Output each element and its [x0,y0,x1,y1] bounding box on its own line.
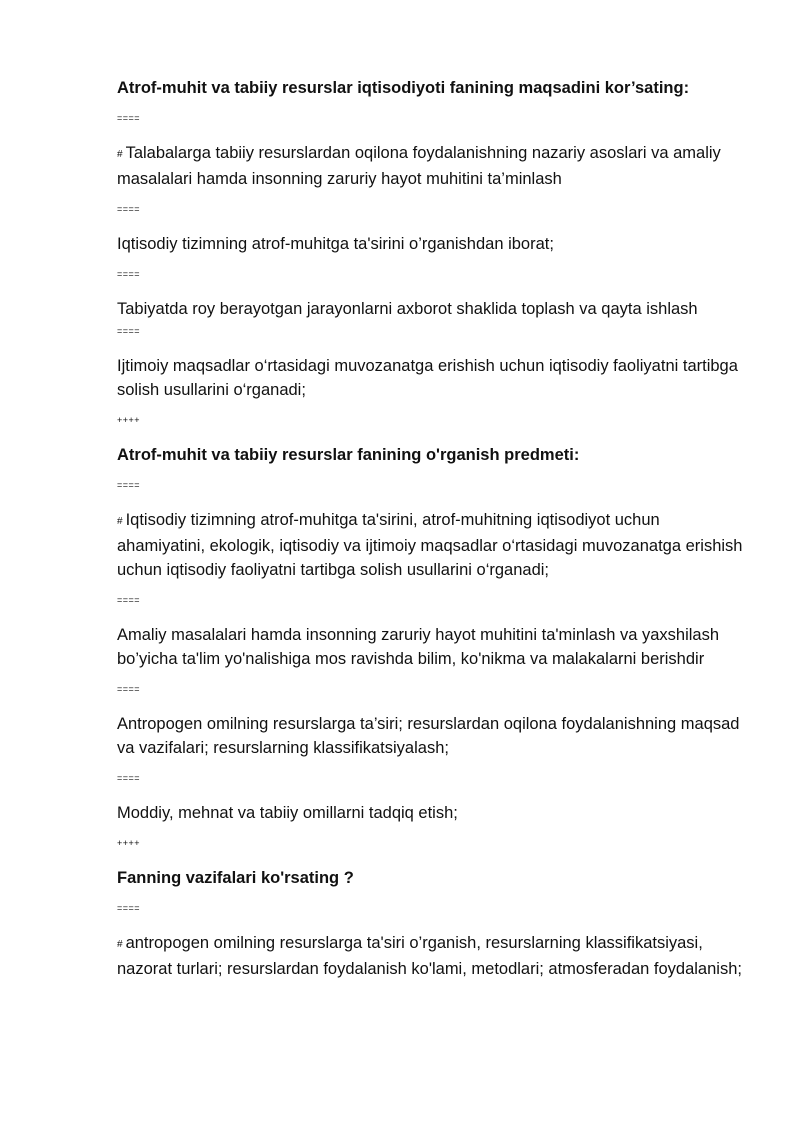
answer-text: Iqtisodiy tizimning atrof-muhitga ta'sirini, atrof-muhitning iqtisodiyot uchun ahamiyatini, ekologik, iqtisodiy va ijtimoiy maqsadlar o‘rtasidagi muvozanatga erishish uchun iqtisodiy faoliyatni tartibga solish usullarini o‘rganadi; [117,511,743,579]
document-page [117,76,745,993]
answer-separator: ==== [117,480,141,490]
correct-marker: # [117,939,123,950]
answer-text: Talabalarga tabiiy resurslardan oqilona foydalanishning nazariy asoslari va amaliy masalalari hamda insonning zaruriy hayot muhitini ta’minlash [117,144,721,188]
answer-separator: ==== [117,326,141,336]
question-separator: ++++ [117,838,141,848]
answer-separator: ==== [117,595,141,605]
answer-option-correct [117,141,745,191]
answer-option: Moddiy, mehnat va tabiiy omillarni tadqiq etish; [117,804,458,822]
answer-separator: ==== [117,113,141,123]
answer-text: antropogen omilning resurslarga ta'siri o’rganish, resurslarning klassifikatsiyasi, nazorat turlari; resurslardan foydalanish ko'lami, metodlari; atmosferadan foydalanish; [117,934,742,978]
answer-separator: ==== [117,773,141,783]
question-2-title: Atrof-muhit va tabiiy resurslar fanining o'rganish predmeti: [117,446,580,464]
question-3-title: Fanning vazifalari ko'rsating ? [117,869,354,887]
answer-separator: ==== [117,903,141,913]
question-1-title: Atrof-muhit va tabiiy resurslar iqtisodiyoti fanining maqsadini kor’sating: [117,79,690,97]
correct-marker: # [117,516,123,527]
answer-option: Amaliy masalalari hamda insonning zaruriy hayot muhitini ta'minlash va yaxshilash bo’yicha ta'lim yo'nalishiga mos ravishda bilim, ko'nikma va malakalarni berishdir [117,626,720,668]
answer-option: Iqtisodiy tizimning atrof-muhitga ta'sirini o’rganishdan iborat; [117,235,554,253]
answer-option: Tabiyatda roy berayotgan jarayonlarni axborot shaklida toplash va qayta ishlash [117,300,698,318]
correct-marker: # [117,149,123,160]
answer-option-correct [117,508,745,582]
answer-option: Antropogen omilning resurslarga ta’siri; resurslardan oqilona foydalanishning maqsad va vazifalari; resurslarning klassifikatsiyalash; [117,715,740,757]
answer-separator: ==== [117,684,141,694]
answer-option-correct [117,931,745,981]
answer-option: Ijtimoiy maqsadlar o‘rtasidagi muvozanatga erishish uchun iqtisodiy faoliyatni tartibga solish usullarini o‘rganadi; [117,357,738,399]
answer-separator: ==== [117,204,141,214]
answer-separator: ==== [117,269,141,279]
question-separator: ++++ [117,415,141,425]
